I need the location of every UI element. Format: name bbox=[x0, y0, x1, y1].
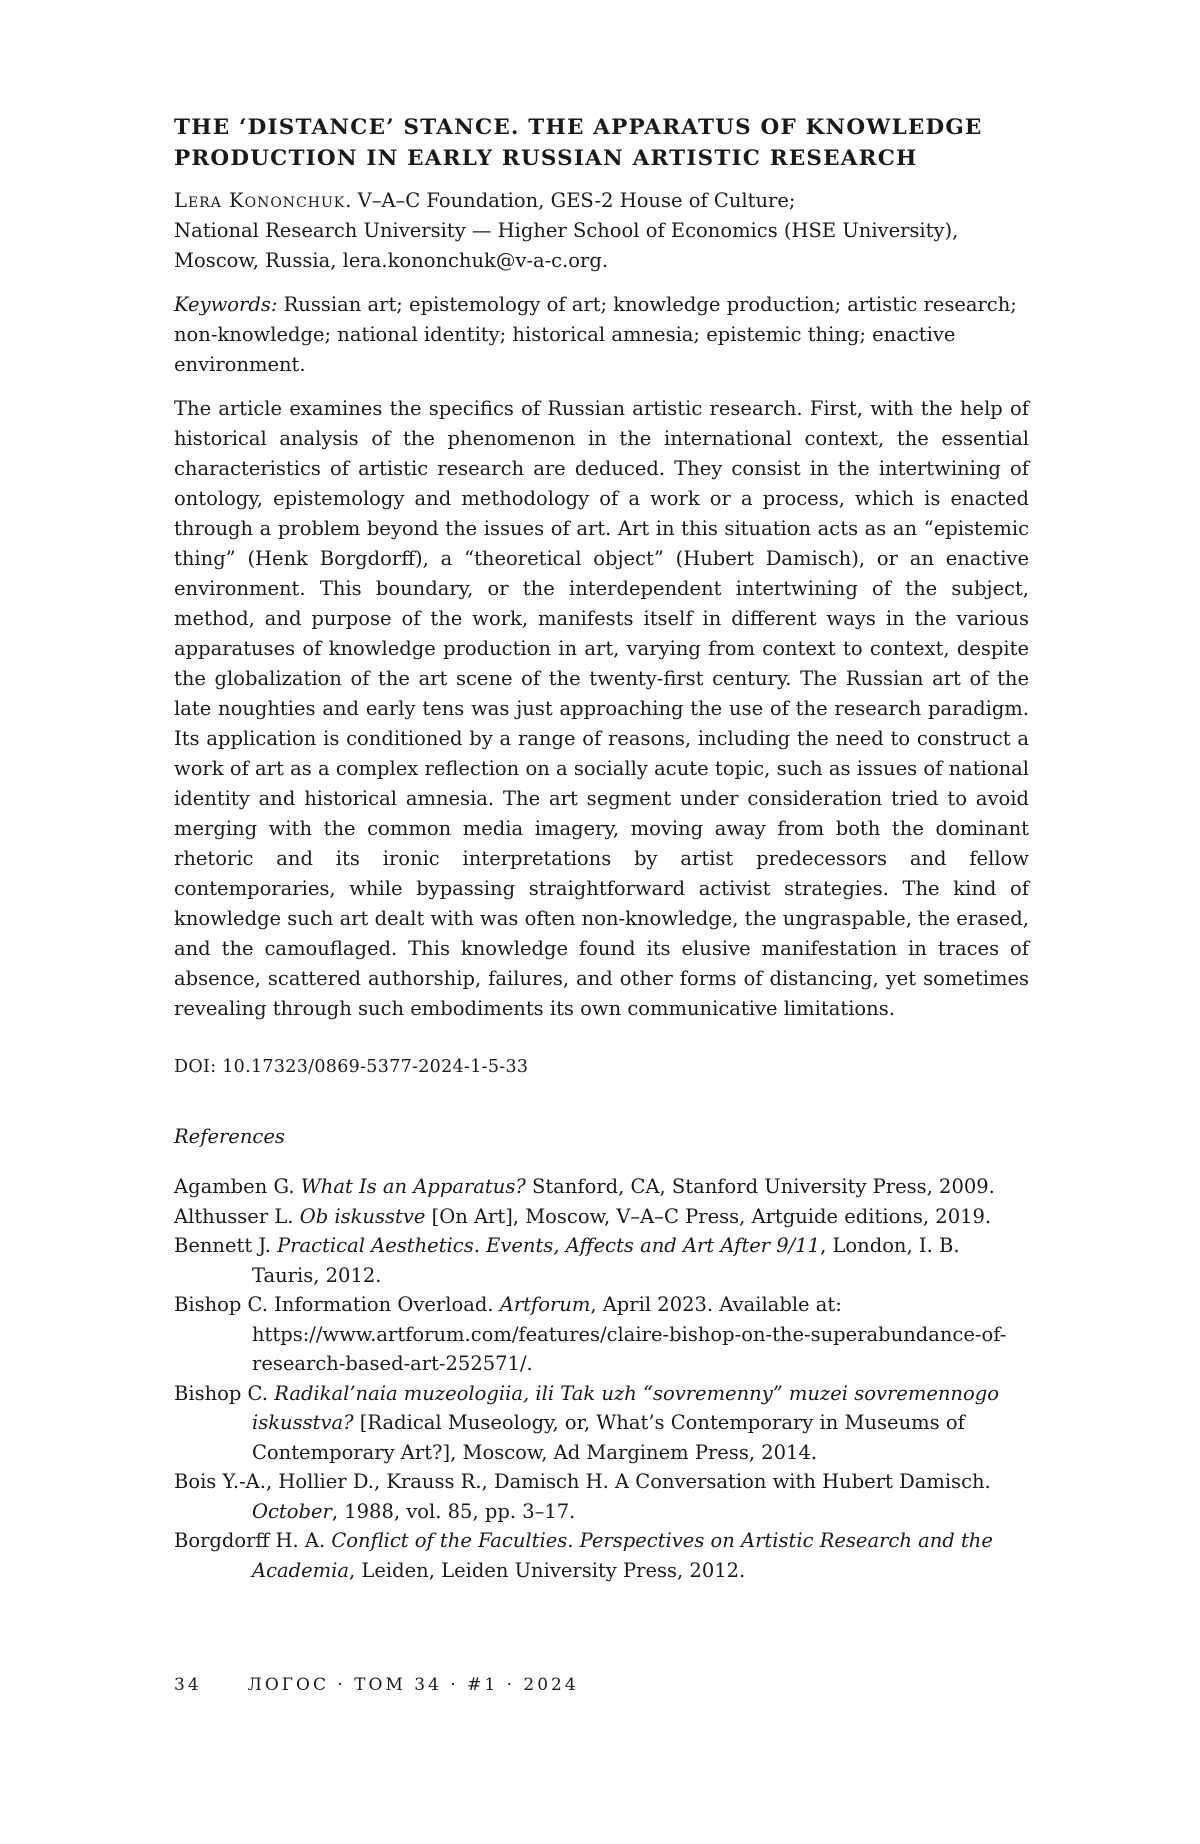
references-heading: References bbox=[174, 1125, 285, 1148]
title-line-1: THE ‘DISTANCE’ STANCE. THE APPARATUS OF KNOWLEDGE bbox=[174, 115, 983, 140]
affiliation-line-1: . V–A–C Foundation, GES-2 House of Culture; bbox=[345, 189, 796, 212]
abstract: The article examines the specifics of Russian artistic research. First, with the help of historical analysis of the phenomenon in the international context, the essential characteristics of artistic research are deduced. They consist in the intertwining of ontology, epistemology and methodology of a work or a process, which is enacted through a problem beyond the issues of art. Art in this situation acts as an “epistemic thing” (Henk Borgdorff), a “theoretical object” (Hubert Damisch), or an enactive environment. This boundary, or the interdependent intertwining of the subject, method, and purpose of the work, manifests itself in different ways in the various apparatuses of knowledge production in art, varying from context to context, despite the globalization of the art scene of the twenty-first century. The Russian art of the late noughties and early tens was just approaching the use of the research paradigm. Its application is conditioned by a range of reasons, including the need to construct a work of art as a complex reflection on a socially acute topic, such as issues of national identity and historical amnesia. The art segment under consideration tried to avoid merging with the common media imagery, moving away from both the dominant rhetoric and its ironic interpretations by artist predecessors and fellow contemporaries, while bypassing straightforward activist strategies. The kind of knowledge such art dealt with was often non-knowledge, the ungraspable, the erased, and the camouflaged. This knowledge found its elusive manifestation in traces of absence, scattered authorship, failures, and other forms of distancing, yet sometimes revealing through such embodiments its own communicative limitations. bbox=[174, 397, 1029, 1020]
title-line-2: PRODUCTION IN EARLY RUSSIAN ARTISTIC RESEARCH bbox=[174, 146, 918, 171]
doi: DOI: 10.17323/0869-5377-2024-1-5-33 bbox=[174, 1057, 529, 1077]
author-name: Lera Kononchuk bbox=[174, 189, 346, 212]
reference-item: Borgdorff H. A. Conflict of the Faculties. Perspectives on Artistic Research and the Academia, Leiden, Leiden University Press, 2012. bbox=[174, 1529, 993, 1582]
reference-item: Bois Y.-A., Hollier D., Krauss R., Damisch H. A Conversation with Hubert Damisch. October, 1988, vol. 85, pp. 3–17. bbox=[174, 1470, 991, 1523]
keywords bbox=[174, 290, 1029, 380]
keywords-label: Keywords: bbox=[174, 293, 278, 316]
article-title bbox=[174, 112, 1029, 174]
page-number: 34 bbox=[174, 1675, 202, 1695]
page-footer bbox=[174, 1670, 579, 1700]
author-block bbox=[174, 186, 1029, 276]
keywords-text: Russian art; epistemology of art; knowledge production; artistic research; non-knowledge; national identity; historical amnesia; epistemic thing; enactive environment. bbox=[174, 293, 1017, 376]
reference-item: Agamben G. What Is an Apparatus? Stanford, CA, Stanford University Press, 2009. bbox=[174, 1175, 995, 1198]
reference-item: Althusser L. Ob iskusstve [On Art], Moscow, V–A–C Press, Artguide editions, 2019. bbox=[174, 1204, 992, 1228]
reference-item: Bishop C. Information Overload. Artforum, April 2023. Available at: https://www.artforum.com/features/claire-bishop-on-the-superabundance-of-research-based-art-252571/. bbox=[174, 1293, 1007, 1375]
journal-info: ЛОГОС · ТОМ 34 · #1 · 2024 bbox=[247, 1675, 579, 1695]
affiliation-line-2: National Research University — Higher School of Economics (HSE University), bbox=[174, 219, 959, 242]
article-page bbox=[174, 112, 1029, 1585]
affiliation-line-3: Moscow, Russia, lera.kononchuk@v-a-c.org. bbox=[174, 249, 609, 272]
reference-item: Bennett J. Practical Aesthetics. Events, Affects and Art After 9/11, London, I. B. Tauris, 2012. bbox=[174, 1234, 960, 1287]
references-list bbox=[174, 1172, 1029, 1585]
reference-item: Bishop C. Radikal’naia muzeologiia, ili Tak uzh “sovremenny” muzei sovremennogo iskusstva? [Radical Museology, or, What’s Contemporary in Museums of Contemporary Art?], Moscow, Ad Marginem Press, 2014. bbox=[174, 1381, 999, 1464]
